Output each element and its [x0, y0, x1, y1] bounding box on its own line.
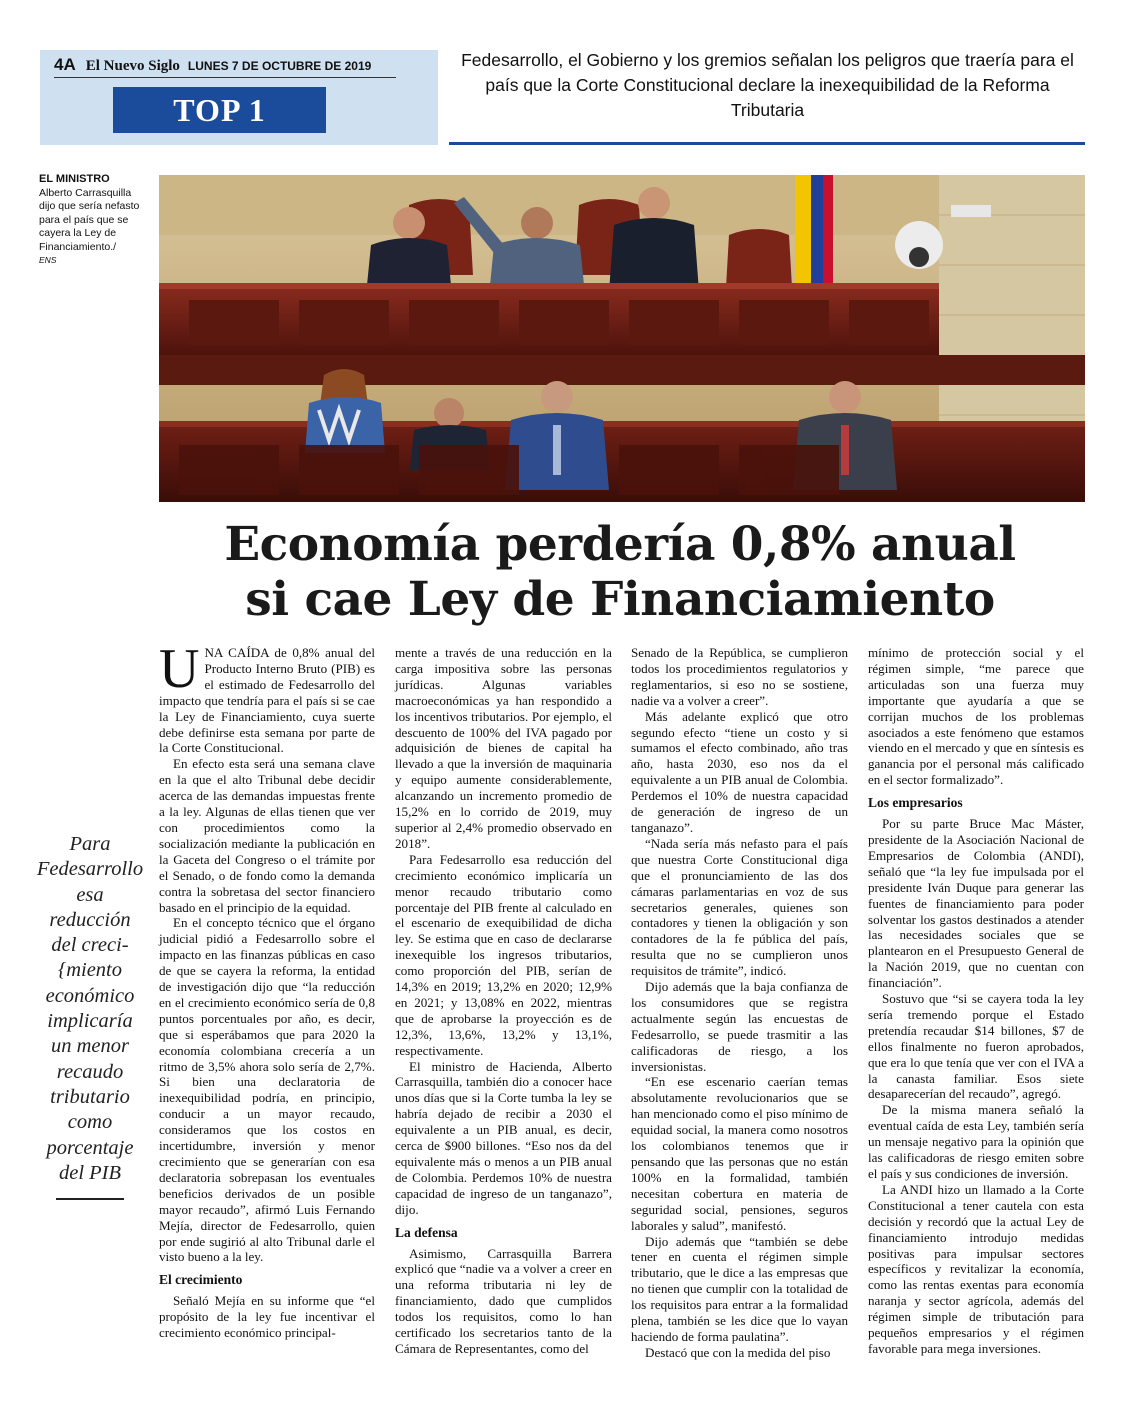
headline — [150, 517, 1090, 627]
section-label: TOP 1 — [113, 87, 326, 133]
article-paragraph: mínimo de protección social y el régimen simple, “me parece que articuladas son una fuerza muy importante que ayudaría a que se corrijan muchos de los problemas asociados a este fenómeno que estamos viendo en el mercado y que en síntesis es ganancia por el personal más calificado en el sector formalizado”. — [868, 645, 1084, 788]
kicker-rule — [449, 142, 1085, 145]
article-paragraph: El ministro de Hacienda, Alberto Carrasquilla, también dio a conocer hace unos días que si la Corte tumba la ley se habría dejado de recibir a 2030 el equivalente a un PIB anual, es decir, cerca de $900 billones. “Eso nos da del equivalente más o menos a un PIB anual de Colombia. Perdemos 10% de nuestra capacidad de ingreso de un tanganazo”, dijo. — [395, 1058, 612, 1217]
photo-caption — [39, 173, 141, 268]
article-paragraph: En el concepto técnico que el órgano judicial pidió a Fedesarrollo sobre el impacto en las finanzas públicas en caso de que se cayera la reforma, la entidad de investigación dijo que “la reducción en el crecimiento económico sería de 0,8 puntos porcentuales por año, es decir, que si esperábamos que para 2020 la economía colombiana crecería a un ritmo de 3,5% ahora solo sería de 2,7%. Si bien una declaratoria de inexequibilidad podría, en principio, conducir a un mayor recaudo, consideramos que los costos en incertidumbre, inversión y menor crecimiento que se generarían con esa declaratoria sobrepasan los eventuales beneficios derivados de un posible mayor recaudo”, afirmó Luis Fernando Mejía, director de Fedesarrollo, quien por ende sugirió al alto Tribunal darle el visto bueno a la ley. — [159, 915, 375, 1265]
article-column-4 — [868, 645, 1084, 1357]
issue-date: LUNES 7 DE OCTUBRE DE 2019 — [187, 59, 372, 73]
article-column-3 — [631, 645, 848, 1361]
article-paragraph: mente a través de una reducción en la carga impositiva sobre las personas jurídicas. Algunas variables macroeconómicas ya han respondido a los incentivos tributarios. Por ejemplo, el descuento de 100% del IVA pagado por adquisición de bienes de capital ha llevado a que la inversión de maquinaria y equipo aumente considerablemente, alcanzando un incremento promedio de 15,2% en lo corrido de 2019, muy superior al 2,4% promedio observado en 2018”. — [395, 645, 612, 851]
article-paragraph: Señaló Mejía en su informe que “el propósito de la ley fue incentivar el crecimiento económico principal- — [159, 1293, 375, 1341]
article-column-2 — [395, 645, 612, 1357]
pull-quote: Para Fedesarrollo esa reducción del creci{miento económico implicaría un menor recaudo tributario como porcentaje del PIB — [36, 833, 144, 1184]
article-paragraph: Más adelante explicó que otro segundo efecto “tiene un costo y si sumamos el efecto combinado, año tras año, hasta 2030, eso nos da el equivalente a un PIB anual de Colombia. Perdemos el 10% de nuestra capacidad de generación de ingreso de un tanganazo”. — [631, 708, 848, 835]
subhead: Los empresarios — [868, 795, 963, 811]
article-paragraph: En efecto esta será una semana clave en la que el alto Tribunal debe decidir acerca de las demandas impuestas frente a la ley. Algunas de ellas tienen que ver con procedimientos como la socialización mediante la publicación en la Gaceta del Congreso o el trámite por el Senado, o de fondo como la demanda contra la sobretasa del sector financiero basado en el principio de la equidad. — [159, 756, 375, 915]
article-paragraph: De la misma manera señaló la eventual caída de esta Ley, también sería un mensaje negativo para la opinión que las calificadoras de riesgo emiten sobre el país y sus condiciones de inversión. — [868, 1102, 1084, 1181]
headline-line-1: Economía perdería 0,8% anual — [224, 517, 1016, 572]
article-paragraph: “Nada sería más nefasto para el país que nuestra Corte Constitucional diga que el pronunciamiento de las dos cámaras parlamentarias en voz de sus secretarios generales, quienes son contadores y tienen la obligación y son contadores de la fe pública del país, resulta que no se cumplieron unos requisitos de trámite”, indicó. — [631, 835, 848, 979]
caption-title: EL MINISTRO — [39, 173, 110, 185]
lead-text: NA CAÍDA de 0,8% anual del Producto Interno Bruto (PIB) es el estimado de Fedesarrollo del impacto que tendría para el país si se cae la Ley de Financiamiento, cuya suerte debe definirse esta semana por parte de la Corte Constitucional. — [159, 645, 375, 756]
subhead: La defensa — [395, 1224, 458, 1240]
folio-rule — [54, 77, 396, 78]
caption-text: Alberto Carrasquilla dijo que sería nefasto para el país que se cayera la Ley de Financiamiento./ — [39, 186, 140, 253]
article-paragraph: Sostuvo que “si se cayera toda la ley sería tremendo porque el Estado pretendía recaudar $14 billones, $7 de ellos finalmente no fueron aprobados, que era lo que tenía que ver con el IVA a la canasta familiar. Esos siete desaparecerían del recaudo”, agregó. — [868, 991, 1084, 1102]
article-paragraph — [159, 638, 375, 756]
article-paragraph: Para Fedesarrollo esa reducción del crecimiento económico implicaría un menor recaudo tributario como porcentaje del PIB frente al calculado en el escenario de exequibilidad de dicha ley. Se estima que en caso de declararse inexequible los ingresos tributarios, como proporción del PIB, serían de 14,3% en 2019; 13,2% en 2020; 12,9% en 2021; y 13,08% en 2022, mientras que de aprobarse la proyección es de 12,3%, 13,6%, 13,2% y 13,1%, respectivamente. — [395, 851, 612, 1058]
kicker: Fedesarrollo, el Gobierno y los gremios señalan los peligros que traería para el país que la Corte Constitucional declare la inexequibilidad de la Reforma Tributaria — [461, 50, 1074, 120]
folio-line — [54, 55, 371, 75]
article-paragraph: Destacó que con la medida del piso — [645, 1344, 831, 1360]
article-paragraph: Senado de la República, se cumplieron todos los procedimientos regulatorios y reglamentarios, si eso no se sostiene, nadie va a volver a creer”. — [631, 645, 848, 708]
article-column-1 — [159, 638, 375, 1341]
photo-congress-session — [159, 175, 1085, 502]
drop-cap: U — [159, 638, 200, 700]
subhead: El crecimiento — [159, 1272, 243, 1288]
article-paragraph: Dijo además que “también se debe tener en cuenta el régimen simple tributario, que le dice a las empresas que no tienen que cumplir con la totalidad de los requisitos para entrar a la formalidad plena, también se les dice que lo vayan haciendo de forma paulatina”. — [631, 1233, 848, 1344]
article-paragraph: Dijo además que la baja confianza de los consumidores que se registra actualmente según las encuestas de Fedesarrollo, se puede trasmitir a las calificadoras de riesgo, a los inversionistas. — [631, 979, 848, 1074]
article-paragraph: Asimismo, Carrasquilla Barrera explicó que “nadie va a volver a creer en una reforma tributaria ni ley de financiamiento, dado que cumplidos todos los requisitos, como lo han certificado los secretarios tanto de la Cámara de Representantes, como del — [395, 1245, 612, 1356]
article-paragraph: Por su parte Bruce Mac Máster, presidente de la Asociación Nacional de Empresarios de Colombia (ANDI), señaló que “la ley fue impulsada por el presidente Iván Duque para generar las fuentes de financiamiento para poder solventar los gastos destinados a atender las necesidades sociales que se plantearon en el Presupuesto General de la Nación 2019, que no cuentan con financiación”. — [868, 816, 1084, 991]
article-paragraph: “En ese escenario caerían temas absolutamente revolucionarios que se han mencionado como el piso mínimo de equidad social, la manera como nosotros los colombianos tenemos que ir pensando que las personas que no están 100% en la formalidad, también necesitan cobertura en materia de seguridad social, pensiones, seguros laborales y salud”, manifestó. — [631, 1074, 848, 1233]
photo-credit: ENS — [39, 255, 57, 265]
headline-line-2: si cae Ley de Financiamiento — [245, 572, 995, 627]
publication-name: El Nuevo Siglo — [85, 58, 180, 74]
article-paragraph: La ANDI hizo un llamado a la Corte Constitucional a tener cautela con esta decisión y recordó que la actual Ley de financiamiento introdujo medidas positivas para impulsar sectores específicos y revitalizar la economía, como las rentas exentas para economía naranja y sector agrícola, además del régimen simple de tributación para pequeños empresarios y el régimen favorable para mega inversiones. — [868, 1181, 1084, 1356]
page-number: 4A — [54, 55, 76, 74]
pull-quote-rule — [56, 1198, 124, 1200]
